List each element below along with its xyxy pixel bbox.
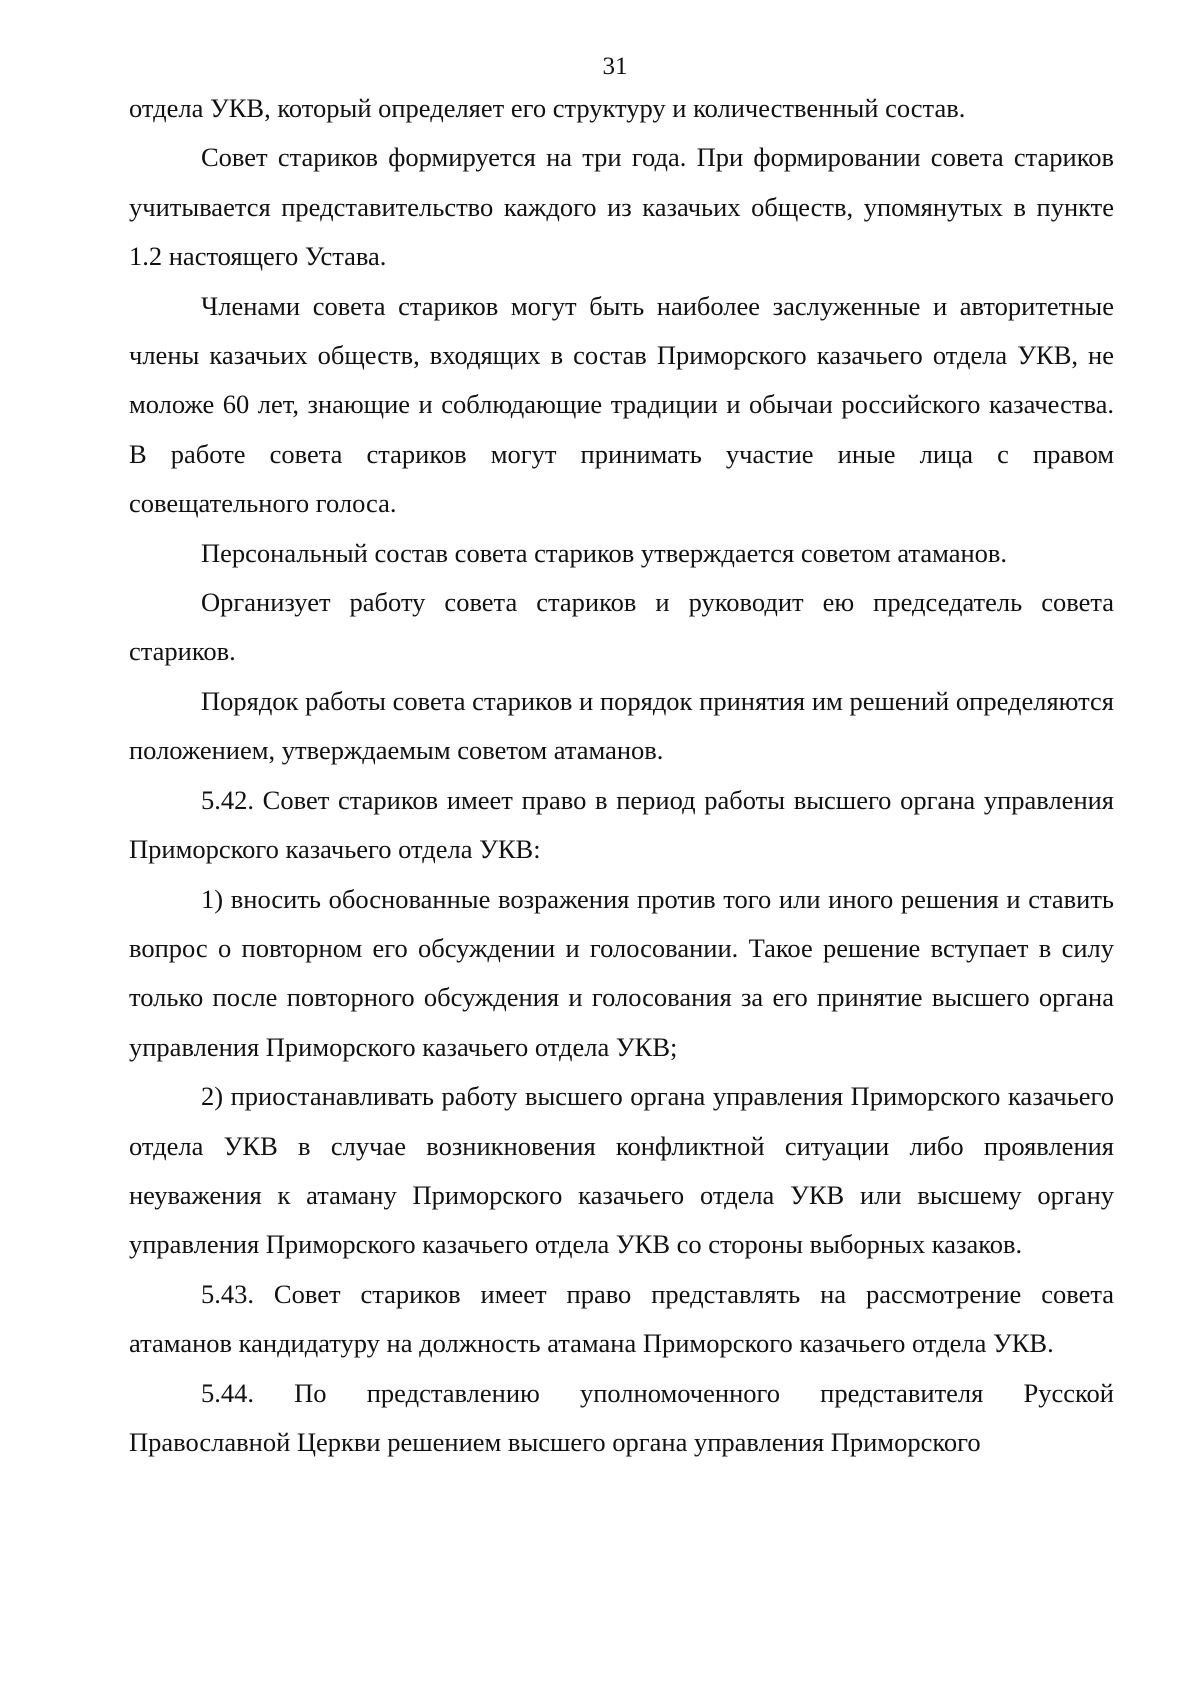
paragraph-council-members: Членами совета стариков могут быть наиболее заслуженные и авторитетные члены казачьих обществ, входящих в состав Приморского казачьего отдела УКВ, не моложе 60 лет, знающие и соблюдающие традиции и обычаи российского казачества. В работе совета стариков могут принимать участие иные лица с правом совещательного голоса. bbox=[129, 290, 1114, 519]
page-number: 31 bbox=[602, 53, 628, 80]
paragraph-clause-5-44: 5.44. По представлению уполномоченного представителя Русской Православной Церкви решением высшего органа управления Приморского bbox=[129, 1377, 1114, 1457]
paragraph-council-procedure: Порядок работы совета стариков и порядок принятия им решений определяются положением, утверждаемым советом атаманов. bbox=[129, 685, 1114, 766]
paragraph-continuation: отдела УКВ, который определяет его структуру и количественный состав. bbox=[129, 93, 966, 123]
paragraph-clause-5-42-item-2: 2) приостанавливать работу высшего органа управления Приморского казачьего отдела УКВ в случае возникновения конфликтной ситуации либо проявления неуважения к атаману Приморского казачьего отдела УКВ или высшему органу управления Приморского казачьего отдела УКВ со стороны выборных казаков. bbox=[129, 1081, 1114, 1260]
paragraph-clause-5-42: 5.42. Совет стариков имеет право в период работы высшего органа управления Приморского казачьего отдела УКВ: bbox=[129, 784, 1114, 865]
paragraph-council-term: Совет стариков формируется на три года. При формировании совета стариков учитывается представительство каждого из казачьих обществ, упомянутых в пункте 1.2 настоящего Устава. bbox=[129, 142, 1114, 272]
paragraph-clause-5-42-item-1: 1) вносить обоснованные возражения против того или иного решения и ставить вопрос о повторном его обсуждении и голосовании. Такое решение вступает в силу только после повторного обсуждения и голосования за его принятие высшего органа управления Приморского казачьего отдела УКВ; bbox=[129, 883, 1114, 1062]
paragraph-council-composition: Персональный состав совета стариков утверждается советом атаманов. bbox=[201, 537, 1008, 568]
paragraph-clause-5-43: 5.43. Совет стариков имеет право представлять на рассмотрение совета атаманов кандидатуру на должность атамана Приморского казачьего отдела УКВ. bbox=[129, 1278, 1114, 1359]
document-body bbox=[129, 84, 1114, 1467]
paragraph-council-chairman: Организует работу совета стариков и руководит ею председатель совета стариков. bbox=[129, 587, 1114, 667]
